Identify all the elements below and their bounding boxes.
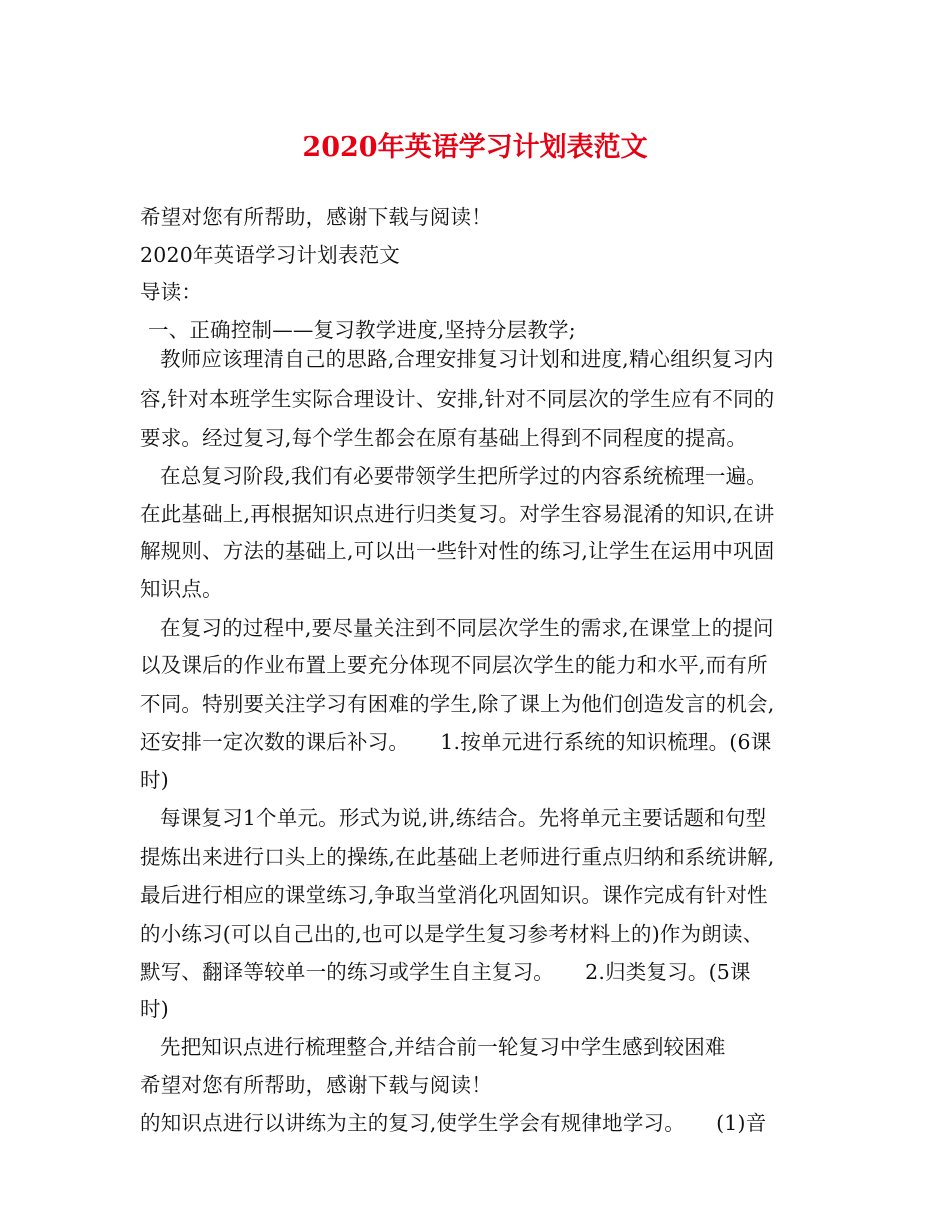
paragraph-line: 的小练习(可以自己出的,也可以是学生复习参考材料上的)作为朗读、 <box>140 922 764 946</box>
header-note: 希望对您有所帮助，感谢下载与阅读！ <box>140 205 492 229</box>
paragraph-line: 时) <box>140 768 169 792</box>
paragraph-line: 不同。特别要关注学习有困难的学生,除了课上为他们创造发言的机会, <box>140 692 775 716</box>
paragraph-line: 提炼出来进行口头上的操练,在此基础上老师进行重点归纳和系统讲解, <box>140 845 775 869</box>
paragraph-line: 在复习的过程中,要尽量关注到不同层次学生的需求,在课堂上的提问 <box>160 616 774 640</box>
document-title: 2020年英语学习计划表范文 <box>302 132 648 163</box>
paragraph-line: 还安排一定次数的课后补习。 1.按单元进行系统的知识梳理。(6课 <box>140 730 772 754</box>
paragraph-line: 解规则、方法的基础上,可以出一些针对性的练习,让学生在运用中巩固 <box>140 539 775 563</box>
paragraph-line: 知识点。 <box>140 577 223 601</box>
footer-note: 希望对您有所帮助，感谢下载与阅读！ <box>140 1073 492 1097</box>
paragraph-line: 的知识点进行以讲练为主的复习,使学生学会有规律地学习。 (1)音 <box>140 1111 767 1135</box>
paragraph-line: 在总复习阶段,我们有必要带领学生把所学过的内容系统梳理一遍。 <box>160 464 768 488</box>
paragraph-line: 每课复习1个单元。形式为说,讲,练结合。先将单元主要话题和句型 <box>160 806 767 830</box>
section-heading: 一、正确控制——复习教学进度,坚持分层教学; <box>148 318 576 342</box>
paragraph-line: 最后进行相应的课堂练习,争取当堂消化巩固知识。课作完成有针对性 <box>140 883 768 907</box>
paragraph-line: 在此基础上,再根据知识点进行归类复习。对学生容易混淆的知识,在讲 <box>140 502 775 526</box>
paragraph-line: 先把知识点进行梳理整合,并结合前一轮复习中学生感到较困难 <box>160 1035 726 1059</box>
intro-label: 导读： <box>140 280 203 304</box>
paragraph-line: 容,针对本班学生实际合理设计、安排,针对不同层次的学生应有不同的 <box>140 387 775 411</box>
paragraph-line: 要求。经过复习,每个学生都会在原有基础上得到不同程度的提高。 <box>140 426 748 450</box>
paragraph-line: 默写、翻译等较单一的练习或学生自主复习。 2.归类复习。(5课 <box>140 960 751 984</box>
paragraph-line: 以及课后的作业布置上要充分体现不同层次学生的能力和水平,而有所 <box>140 653 768 677</box>
paragraph-line: 教师应该理清自己的思路,合理安排复习计划和进度,精心组织复习内 <box>160 347 774 371</box>
paragraph-line: 时) <box>140 997 169 1021</box>
subtitle: 2020年英语学习计划表范文 <box>140 243 400 267</box>
